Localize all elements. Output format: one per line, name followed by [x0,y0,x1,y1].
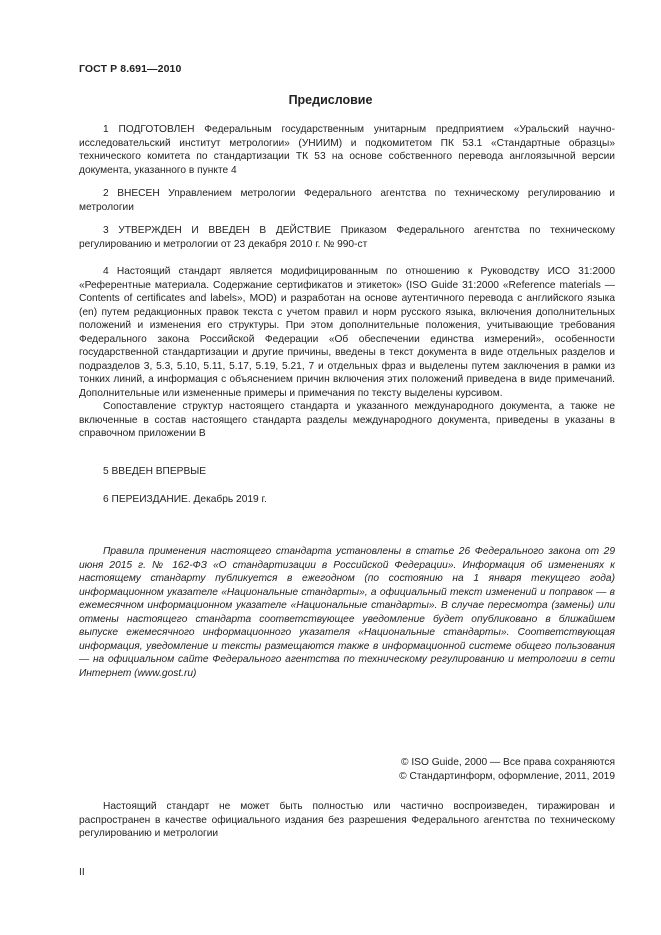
foreword-paragraph: 5 ВВЕДЕН ВПЕРВЫЕ [103,466,207,477]
copyright-line: © ISO Guide, 2000 — Все права сохраняются [400,757,615,768]
foreword-paragraph: 3 УТВЕРЖДЕН И ВВЕДЕН В ДЕЙСТВИЕ Приказом Федерального агентства по техническому регулированию и метрологии от 23 декабря 2010 г. № 990-ст [79,225,615,250]
copyright-line: © Стандартинформ, оформление, 2011, 2019 [399,770,615,782]
foreword-paragraph: 6 ПЕРЕИЗДАНИЕ. Декабрь 2019 г. [103,494,267,505]
foreword-item-6 [79,493,615,507]
foreword-item-1 [79,123,615,177]
standard-id: ГОСТ Р 8.691—2010 [79,63,182,75]
foreword-paragraph: 4 Настоящий стандарт является модифицированным по отношению к Руководству ИСО 31:2000 «Референтные материала. Содержание сертификатов и этикеток» (ISO Guide 31:2000 «Reference materials — Contents of certificates and labels», MOD) и разработан на основе аутентичного перевода с английского языка (en) путем редакционных правок текста с учетом правил и норм русского языка, включения дополнительных положений и изменения его структуры. При этом дополнительные положения, учитывающие требования Федерального закона Российской Федерации «Об обеспечении единства измерений», особенности государственной стандартизации и другие причины, введены в текст документа в виде отдельных разделов и подразделов 3, 5.3, 5.10, 5.11, 5.17, 5.19, 5.21, 7 и отдельных фраз и выделены путем заключения в рамки из тонких линий, а информация с объяснением причин включения этих положений приведена в виде примечаний. Дополнительные или измененные примеры и примечания по тексту выделены курсивом. [79,266,615,399]
foreword-paragraph: 2 ВНЕСЕН Управлением метрологии Федерального агентства по техническому регулированию и метрологии [79,188,615,213]
foreword-paragraph: 1 ПОДГОТОВЛЕН Федеральным государственным унитарным предприятием «Уральский научно-исследовательский институт метрологии» (УНИИМ) и подкомитетом ПК 53.1 «Стандартные образцы» технического комитета по стандартизации ТК 53 на основе собственного перевода англоязычной версии документа, указанного в пункте 4 [79,124,615,176]
notice-paragraph: Правила применения настоящего стандарта установлены в статье 26 Федерального закона от 29 июня 2015 г. № 162-ФЗ «О стандартизации в Российской Федерации». Информация об изменениях к настоящему стандарту публикуется в ежегодном (по состоянию на 1 января текущего года) информационном указателе «Национальные стандарты», а официальный текст изменений и поправок — в ежемесячном информационном указателе «Национальные стандарты». В случае пересмотра (замены) или отмены настоящего стандарта соответствующее уведомление будет опубликовано в ближайшем выпуске ежемесячного информационного указателя «Национальные стандарты». Соответствующая информация, уведомление и тексты размещаются также в информационной системе общего пользования — на официальном сайте Федерального агентства по техническому регулированию и метрологии в сети Интернет (www.gost.ru) [79,546,615,679]
page-title: Предисловие [288,93,373,107]
foreword-item-2 [79,187,615,214]
foreword-item-5 [79,465,615,479]
foreword-item-4 [79,265,615,441]
foreword-paragraph: Сопоставление структур настоящего стандарта и указанного международного документа, а также не включенные в состав настоящего стандарта разделы международного документа, приведены в указаны в справочном приложении В [79,401,615,439]
page-number: II [79,867,85,878]
foreword-item-3 [79,224,615,251]
copyright-block [300,756,615,783]
reproduction-notice [79,800,615,841]
reproduction-paragraph: Настоящий стандарт не может быть полностью или частично воспроизведен, тиражирован и распространен в качестве официального издания без разрешения Федерального агентства по техническому регулированию и метрологии [79,801,615,839]
application-notice [79,545,615,680]
